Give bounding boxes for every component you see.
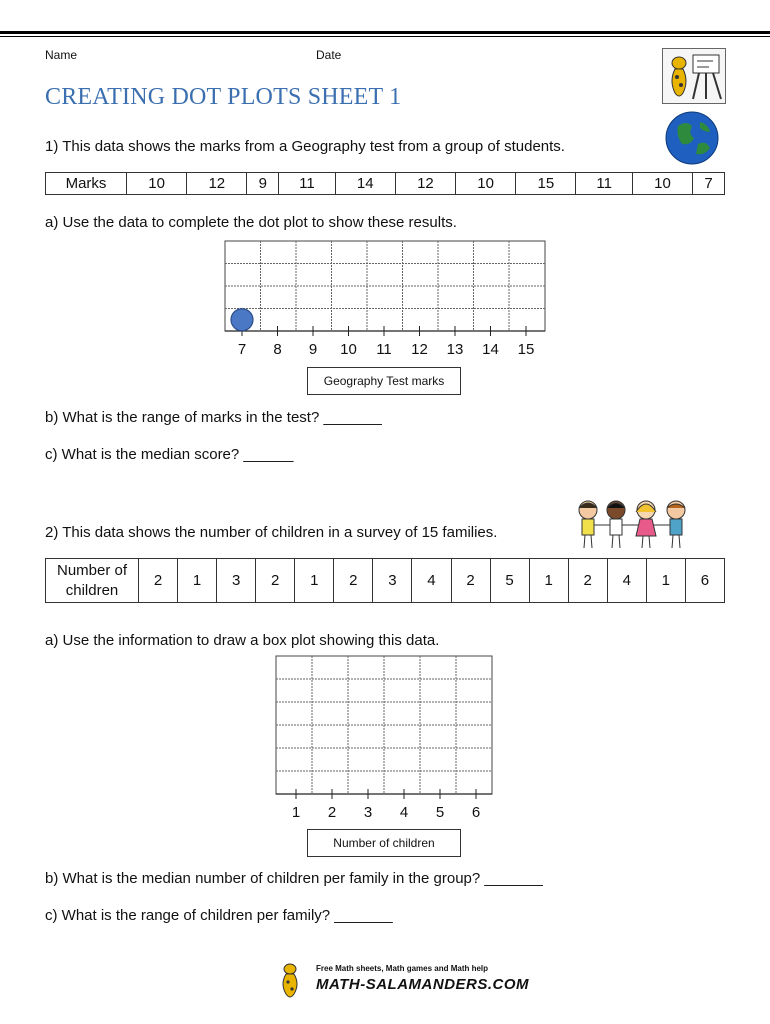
marks-cell: 10 bbox=[456, 173, 516, 195]
x-tick-label: 3 bbox=[363, 804, 373, 821]
globe-icon bbox=[664, 110, 720, 166]
footer-brand: MATH-SALAMANDERS.COM bbox=[316, 976, 530, 993]
x-tick-label: 12 bbox=[411, 341, 428, 358]
marks-cell: 11 bbox=[576, 173, 632, 195]
marks-cell: 10 bbox=[127, 173, 187, 195]
geography-chart-label: Geography Test marks bbox=[307, 367, 461, 395]
children-cell: 4 bbox=[412, 559, 451, 603]
x-tick-label: 9 bbox=[308, 341, 318, 358]
question-1c: c) What is the median score? ______ bbox=[45, 446, 294, 463]
x-tick-label: 8 bbox=[273, 341, 282, 358]
salamander-teacher-icon bbox=[662, 48, 726, 104]
x-tick-label: 5 bbox=[435, 804, 445, 821]
name-label: Name bbox=[45, 48, 78, 62]
x-tick-label: 4 bbox=[399, 804, 409, 821]
children-cell: 2 bbox=[568, 559, 607, 603]
children-row-label-line1: Number of bbox=[56, 561, 128, 579]
children-cell: 6 bbox=[685, 559, 724, 603]
header-rule-thick bbox=[0, 31, 770, 34]
question-1a: a) Use the data to complete the dot plot to show these results. bbox=[45, 214, 457, 231]
children-table bbox=[45, 558, 725, 603]
x-tick-label: 15 bbox=[517, 341, 535, 358]
marks-cell: 9 bbox=[247, 173, 279, 195]
x-tick-label: 14 bbox=[482, 341, 499, 358]
children-row-label-line2: children bbox=[65, 581, 119, 599]
children-cell: 3 bbox=[373, 559, 412, 603]
x-tick-label: 2 bbox=[327, 804, 337, 821]
x-tick-label: 1 bbox=[291, 804, 301, 821]
marks-cell: 14 bbox=[335, 173, 395, 195]
children-cell: 1 bbox=[646, 559, 685, 603]
children-box-plot-grid bbox=[270, 650, 500, 825]
geography-dot-plot bbox=[215, 232, 555, 362]
marks-cell: 12 bbox=[187, 173, 247, 195]
marks-cell: 10 bbox=[632, 173, 692, 195]
marks-cell: 12 bbox=[395, 173, 455, 195]
children-row-label bbox=[46, 559, 139, 603]
children-cell: 5 bbox=[490, 559, 529, 603]
question-2a: a) Use the information to draw a box plot showing this data. bbox=[45, 632, 440, 649]
question-2b: b) What is the median number of children per family in the group? _______ bbox=[45, 870, 543, 887]
x-tick-label: 10 bbox=[340, 341, 357, 358]
children-cell: 1 bbox=[295, 559, 334, 603]
children-holding-hands-icon bbox=[574, 498, 694, 550]
children-cell: 2 bbox=[334, 559, 373, 603]
footer-logo bbox=[276, 962, 530, 1002]
marks-cell: 11 bbox=[279, 173, 335, 195]
marks-cell: 7 bbox=[693, 173, 725, 195]
children-cell: 2 bbox=[139, 559, 178, 603]
page-title: CREATING DOT PLOTS SHEET 1 bbox=[45, 84, 402, 110]
x-tick-label: 6 bbox=[471, 804, 481, 821]
children-cell: 1 bbox=[529, 559, 568, 603]
children-cell: 2 bbox=[451, 559, 490, 603]
x-tick-label: 13 bbox=[446, 341, 464, 358]
dot-point bbox=[231, 309, 253, 331]
date-label: Date bbox=[316, 48, 342, 62]
question-2c: c) What is the range of children per family? _______ bbox=[45, 907, 393, 924]
question-2-prompt: 2) This data shows the number of children in a survey of 15 families. bbox=[45, 524, 498, 541]
x-tick-label: 7 bbox=[237, 341, 247, 358]
children-cell: 4 bbox=[607, 559, 646, 603]
x-tick-label: 11 bbox=[376, 341, 392, 358]
marks-table bbox=[45, 172, 725, 195]
marks-row-label: Marks bbox=[46, 173, 127, 195]
marks-cell: 15 bbox=[516, 173, 576, 195]
question-1b: b) What is the range of marks in the test? _______ bbox=[45, 409, 382, 426]
children-chart-label: Number of children bbox=[307, 829, 461, 857]
footer-tagline: Free Math sheets, Math games and Math help bbox=[316, 964, 489, 973]
salamander-logo-icon bbox=[276, 962, 310, 1000]
question-1-prompt: 1) This data shows the marks from a Geography test from a group of students. bbox=[45, 138, 565, 155]
children-cell: 2 bbox=[256, 559, 295, 603]
children-cell: 1 bbox=[178, 559, 217, 603]
header-rule-thin bbox=[0, 36, 770, 37]
children-cell: 3 bbox=[217, 559, 256, 603]
